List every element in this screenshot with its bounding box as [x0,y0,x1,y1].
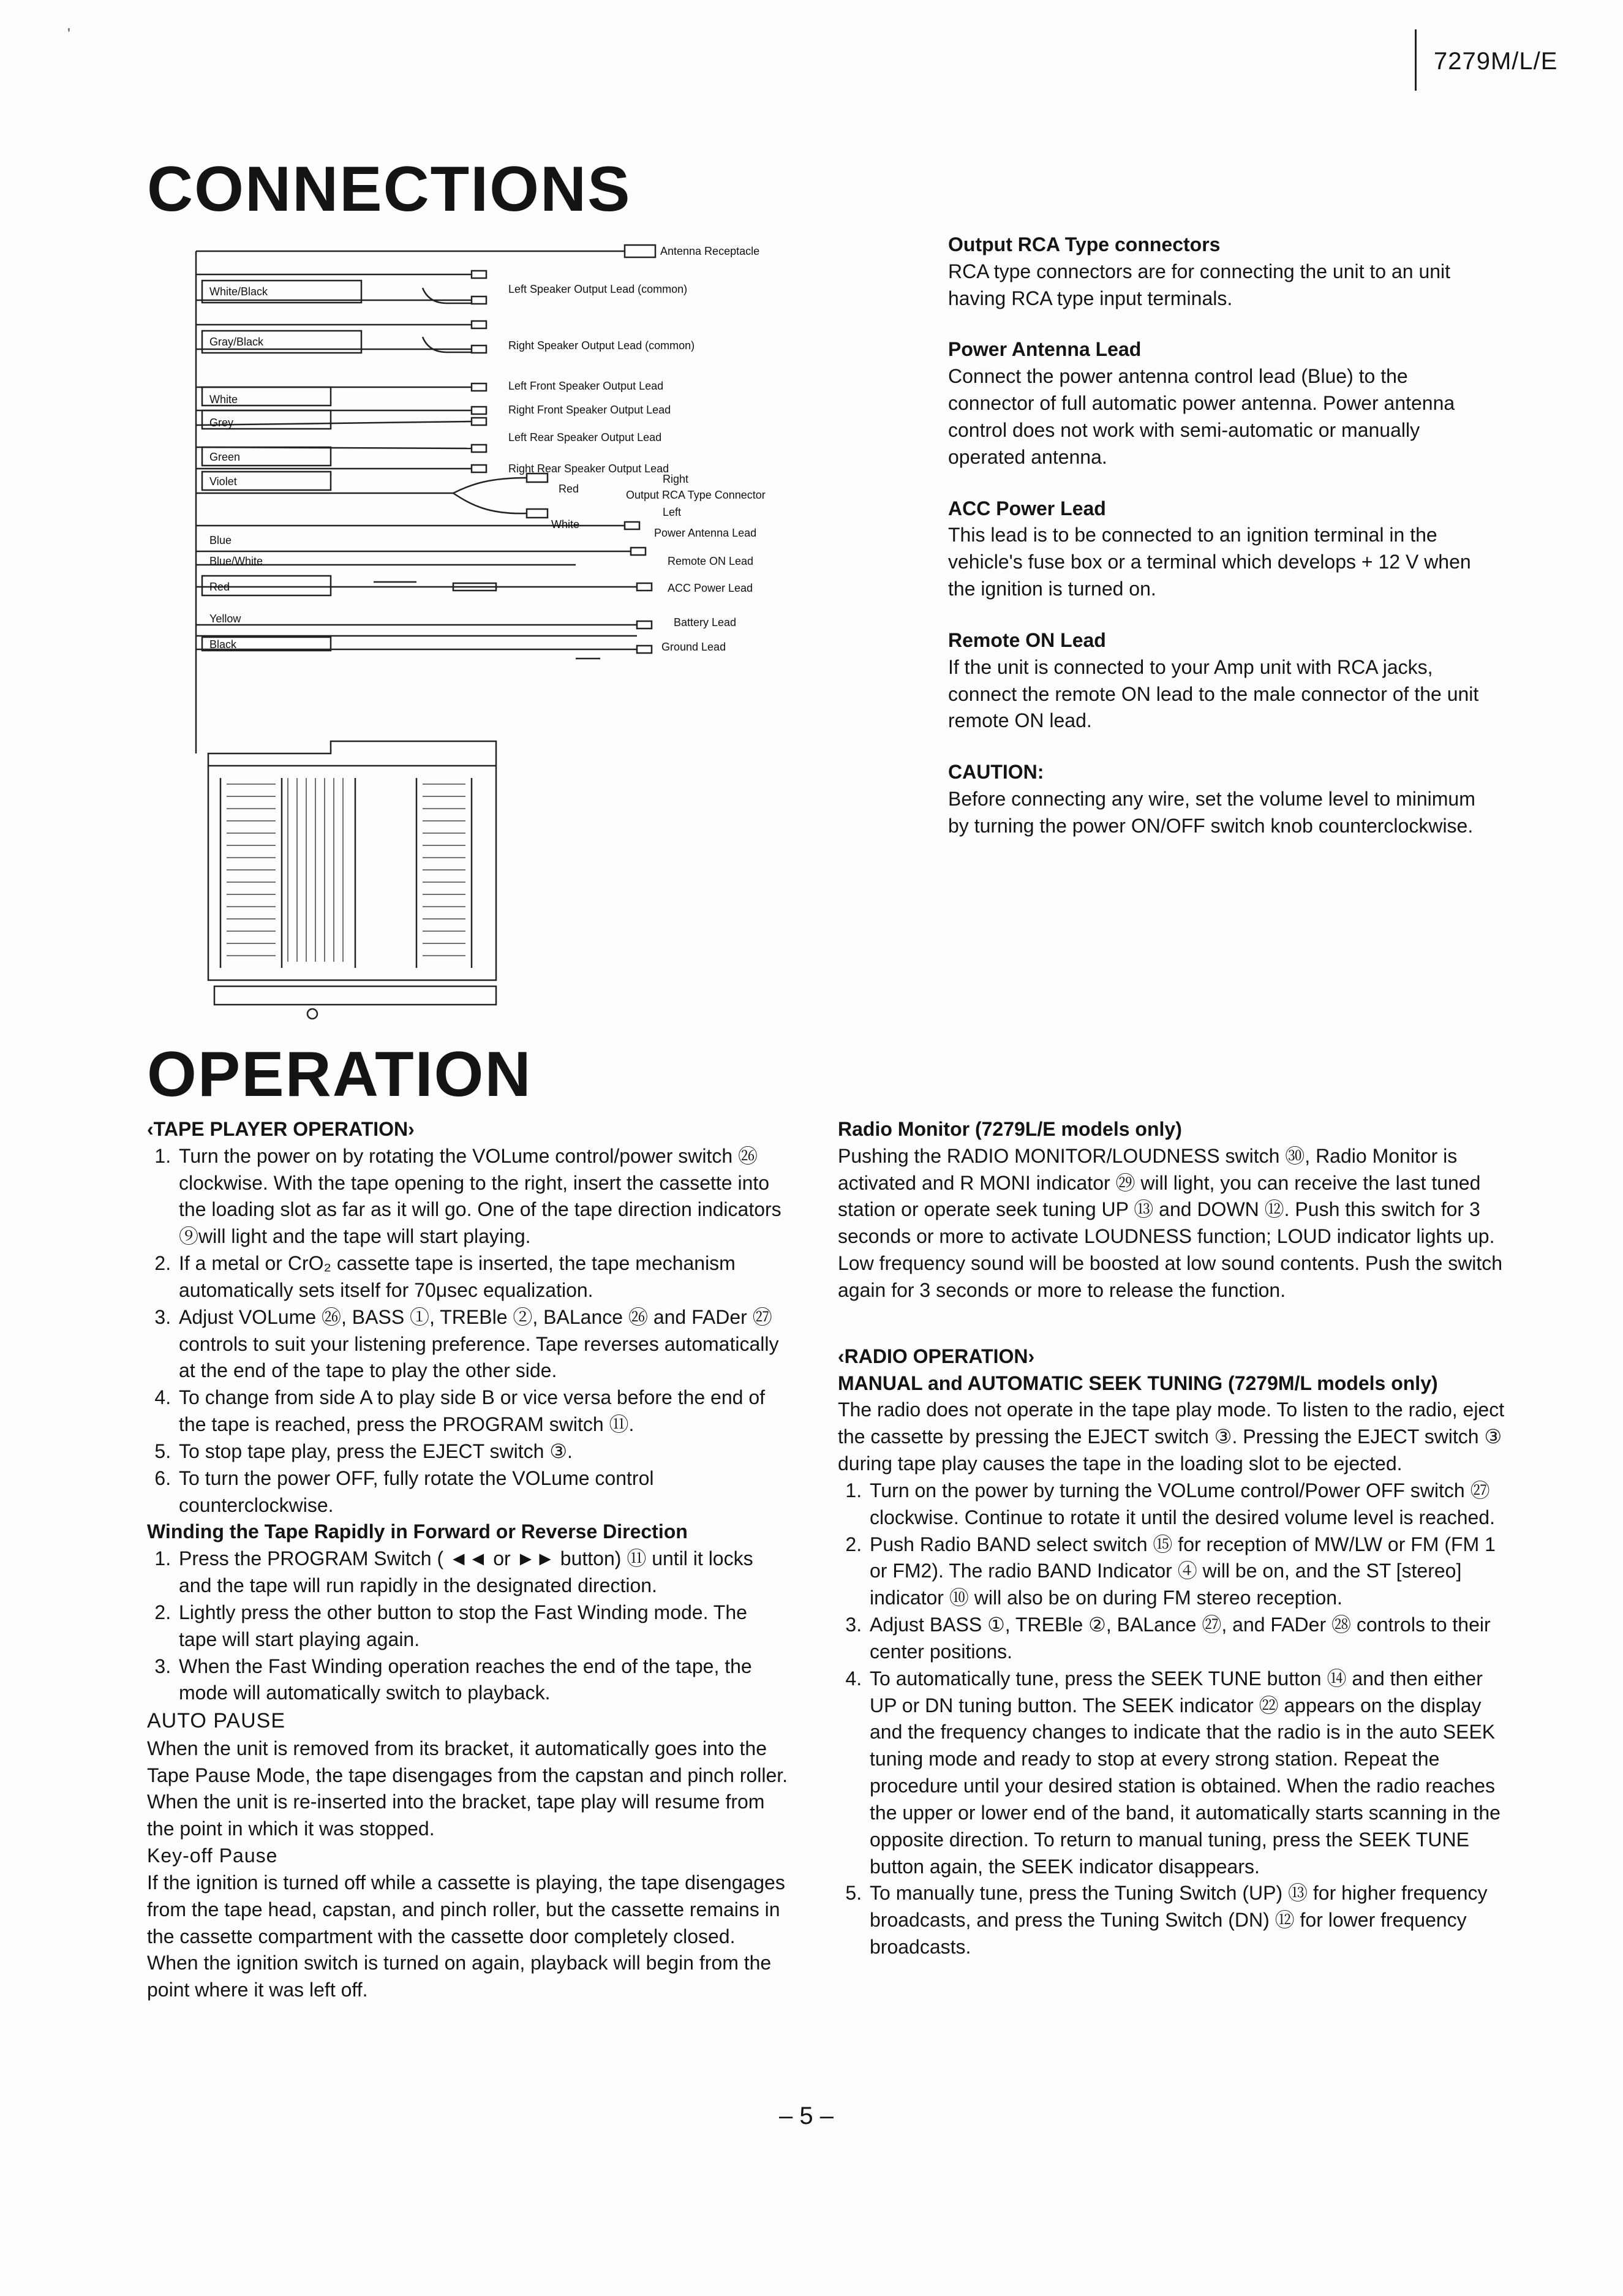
tape-title: ‹TAPE PLAYER OPERATION› [147,1118,415,1140]
note-title: Output RCA Type connectors [948,233,1221,255]
list-item: 1. Turn the power on by rotating the VOLume control/power switch ㉖ clockwise. With the tape opening to the right, insert the cassette into the loading slot as far as it will go. One of the tape direction indicators ⑨will light and the tape will start playing. [176,1143,790,1250]
label-red-rca: Red [559,483,579,495]
label-power-antenna: Power Antenna Lead [654,527,757,539]
note-title: ACC Power Lead [948,497,1106,519]
operation-right-column [838,1116,1505,1961]
label-gray-black: Gray/Black [209,336,264,348]
list-item: 1. Turn on the power by turning the VOLume control/Power OFF switch ㉗ clockwise. Continue to rotate it until the desired volume level is reached. [867,1478,1505,1531]
auto-pause-body: When the unit is removed from its bracket, it automatically goes into the Tape Pause Mode, the tape disengages from the capstan and pinch roller. When the unit is re-inserted into the bracket, tape play will resume from the point in which it was stopped. [147,1737,788,1840]
keyoff-title: Key-off Pause [147,1845,278,1867]
list-item: 1. Press the PROGRAM Switch ( ◄◄ or ►► button) ⑪ until it locks and the tape will run rapidly in the designated direction. [176,1546,790,1599]
list-item: 2. If a metal or CrO₂ cassette tape is inserted, the tape mechanism automatically sets itself for 70μsec equalization. [176,1250,790,1304]
note-output-rca [948,232,1481,312]
list-item: 3. Adjust BASS ①, TREBle ②, BALance ㉗, and FADer ㉘ controls to their center positions. [867,1612,1505,1666]
label-ground: Ground Lead [661,641,726,653]
label-right-rear: Right Rear Speaker Output Lead [508,463,669,475]
model-number-box [1415,29,1600,91]
label-right-front: Right Front Speaker Output Lead [508,404,671,416]
label-white: White [209,393,238,406]
label-green: Green [209,451,241,463]
operation-left-column [147,1116,790,2004]
label-left-speaker-common: Left Speaker Output Lead (common) [508,283,688,295]
label-antenna-receptacle: Antenna Receptacle [660,245,760,257]
radio-steps [838,1478,1505,1961]
note-body: This lead is to be connected to an ignition terminal in the vehicle's fuse box or a terminal which develops + 12 V when the ignition is turned on. [948,524,1471,600]
connection-notes [948,232,1481,864]
label-blue-white: Blue/White [209,555,263,567]
list-item: 3. When the Fast Winding operation reaches the end of the tape, the mode will automatically switch to playback. [176,1653,790,1707]
label-grey: Grey [209,417,234,429]
note-caution [948,759,1481,839]
connections-heading: CONNECTIONS [147,154,631,225]
label-battery: Battery Lead [674,616,737,629]
label-output-rca: Output RCA Type Connector [626,489,766,501]
label-remote-on: Remote ON Lead [668,555,754,567]
note-title: Remote ON Lead [948,629,1106,651]
radio-title: ‹RADIO OPERATION› [838,1345,1035,1367]
label-right-speaker-common: Right Speaker Output Lead (common) [508,339,695,352]
winding-steps [147,1546,790,1707]
operation-heading: OPERATION [147,1039,532,1110]
winding-title: Winding the Tape Rapidly in Forward or Reverse Direction [147,1520,688,1543]
radio-intro: The radio does not operate in the tape play mode. To listen to the radio, eject the cassette by pressing the EJECT switch ③. Pressing the EJECT switch ③ during tape play causes the tape in the loading slot to be ejected. [838,1399,1505,1475]
radio-subtitle: MANUAL and AUTOMATIC SEEK TUNING (7279M/L models only) [838,1372,1438,1394]
note-body: If the unit is connected to your Amp unit with RCA jacks, connect the remote ON lead to the male connector of the unit remote ON lead. [948,655,1479,732]
note-acc-power [948,496,1481,603]
list-item: 3. Adjust VOLume ㉖, BASS ①, TREBle ②, BALance ㉖ and FADer ㉗ controls to suit your listening preference. Tape reverses automatically at the end of the tape to play the other side. [176,1304,790,1384]
label-red: Red [209,581,230,593]
label-black: Black [209,638,237,651]
note-remote-on [948,627,1481,734]
auto-pause-title: AUTO PAUSE [147,1709,286,1733]
list-item: 6. To turn the power OFF, fully rotate the VOLume control counterclockwise. [176,1465,790,1519]
label-white-rca: White [551,518,580,531]
note-body: Before connecting any wire, set the volume level to minimum by turning the power ON/OFF switch knob counterclockwise. [948,788,1475,837]
label-yellow: Yellow [209,613,241,625]
page-number: – 5 – [779,2102,834,2129]
list-item: 2. Lightly press the other button to stop the Fast Winding mode. The tape will start playing again. [176,1599,790,1653]
list-item: 4. To automatically tune, press the SEEK TUNE button ⑭ and then either UP or DN tuning button. The SEEK indicator ㉒ appears on the display and the frequency changes to indicate that the radio is in the auto SEEK tuning mode and ready to stop at every strong station. Repeat the procedure until your desired station is obtained. When the radio reaches the upper or lower end of the band, it automatically starts scanning in the opposite direction. To return to manual tuning, press the SEEK TUNE button again, the SEEK indicator disappears. [867,1666,1505,1881]
label-acc-power: ACC Power Lead [668,582,753,594]
radio-monitor-body: Pushing the RADIO MONITOR/LOUDNESS switch ㉚, Radio Monitor is activated and R MONI indicator ㉙ will light, you can receive the last tuned station or operate seek tuning UP ⑬ and DOWN ⑫. Push this switch for 3 seconds or more to activate LOUDNESS function; LOUD indicator lights up. Low frequency sound will be boosted at low sound contents. Push the switch again for 3 seconds or more to release the function. [838,1144,1503,1301]
note-title: CAUTION: [948,761,1044,784]
list-item: 2. Push Radio BAND select switch ⑮ for reception of MW/LW or FM (FM 1 or FM2). The radio BAND Indicator ④ will be on, and the ST [stereo] indicator ⑩ will also be on during FM stereo reception. [867,1531,1505,1612]
note-title: Power Antenna Lead [948,338,1142,361]
wiring-diagram [184,227,839,1041]
tape-steps [147,1143,790,1519]
model-number: 7279M/L/E [1434,48,1558,75]
list-item: 5. To stop tape play, press the EJECT switch ③. [176,1438,790,1465]
note-power-antenna [948,336,1481,470]
keyoff-body: If the ignition is turned off while a cassette is playing, the tape disengages from the tape head, capstan, and pinch roller, but the cassette remains in the cassette compartment with the cassette door completely closed. When the ignition switch is turned on again, playback will begin from the point where it was left off. [147,1871,785,2001]
label-left-rear: Left Rear Speaker Output Lead [508,431,662,444]
note-body: RCA type connectors are for connecting the unit to an unit having RCA type input terminals. [948,260,1451,309]
label-violet: Violet [209,475,237,488]
scan-mark: ' [67,25,70,43]
radio-monitor-title: Radio Monitor (7279L/E models only) [838,1118,1182,1140]
list-item: 4. To change from side A to play side B or vice versa before the end of the tape is reached, press the PROGRAM switch ⑪. [176,1384,790,1438]
note-body: Connect the power antenna control lead (Blue) to the connector of full automatic power antenna. Power antenna control does not work with semi-automatic or manually operated antenna. [948,365,1455,468]
list-item: 5. To manually tune, press the Tuning Switch (UP) ⑬ for higher frequency broadcasts, and press the Tuning Switch (DN) ⑫ for lower frequency broadcasts. [867,1880,1505,1960]
label-white-black: White/Black [209,285,268,298]
label-right: Right [663,473,689,485]
label-left-front: Left Front Speaker Output Lead [508,380,664,392]
label-blue: Blue [209,534,232,546]
label-left: Left [663,506,682,518]
